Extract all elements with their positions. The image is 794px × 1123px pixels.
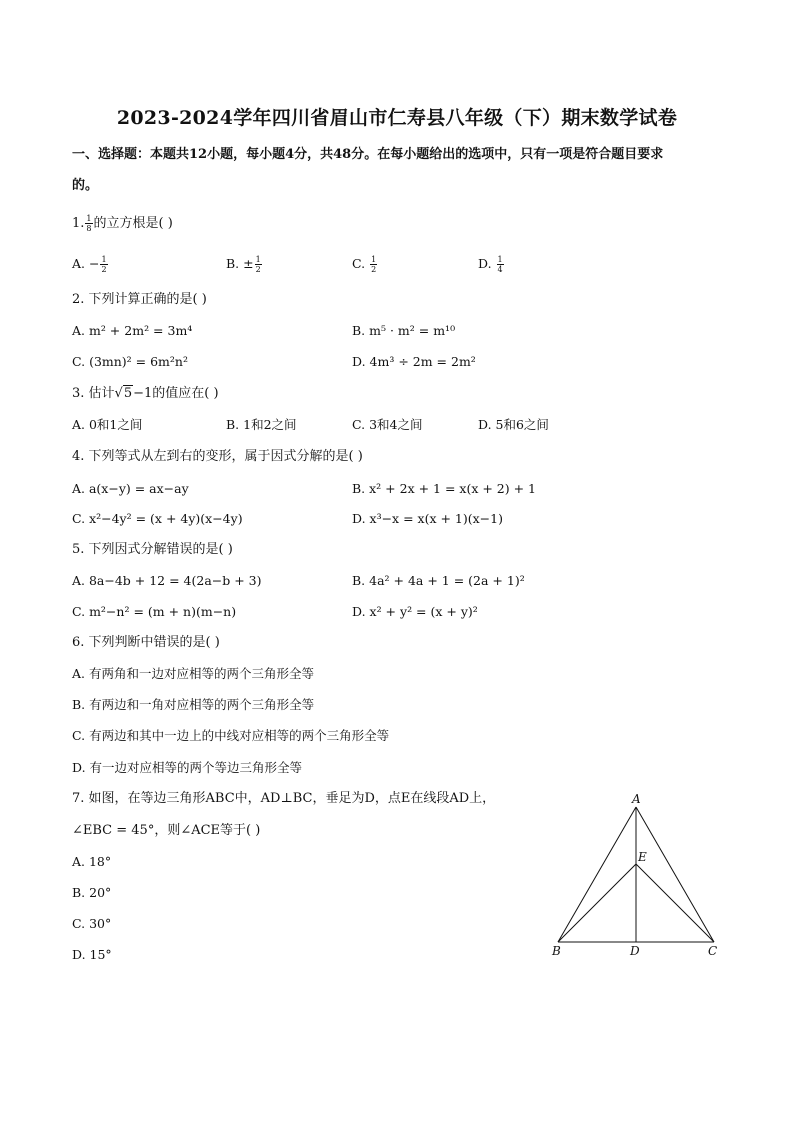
q5-option-c: C. m²−n² = (m + n)(m−n) (72, 604, 237, 619)
q5-option-a: A. 8a−4b + 12 = 4(2a−b + 3) (72, 573, 262, 588)
option-label: B. ± (226, 256, 254, 271)
question-text: 的立方根是( ) (93, 216, 173, 231)
page-title: 2023-2024学年四川省眉山市仁寿县八年级（下）期末数学试卷 (116, 107, 678, 129)
fraction (100, 255, 107, 274)
q1-option-a (72, 255, 109, 274)
q2-option-b: B. m⁵ · m² = m¹⁰ (352, 323, 456, 338)
question-text: −1的值应在( ) (133, 386, 219, 401)
segment-be (558, 864, 636, 942)
q7-option-d: D. 15° (72, 947, 112, 962)
side-ab (558, 807, 636, 942)
question-6-stem: 6. 下列判断中错误的是( ) (72, 635, 220, 650)
frac-den: 2 (255, 265, 261, 274)
q7-option-b: B. 20° (72, 885, 112, 900)
question-7-stem-cont: ∠EBC = 45°，则∠ACE等于( ) (72, 823, 261, 838)
question-3-stem (72, 385, 219, 403)
q5-option-d: D. x² + y² = (x + y)² (352, 604, 478, 619)
q2-option-a: A. m² + 2m² = 3m⁴ (72, 323, 193, 338)
label-d: D (630, 944, 640, 958)
question-5-stem: 5. 下列因式分解错误的是( ) (72, 542, 233, 557)
question-7-stem: 7. 如图，在等边三角形ABC中，AD⊥BC，垂足为D，点E在线段AD上， (72, 791, 496, 806)
q1-option-c (352, 255, 378, 274)
section-instructions-end: 的。 (72, 178, 99, 193)
frac-den: 8 (86, 224, 92, 233)
frac-num: 1 (371, 255, 377, 264)
label-c: C (708, 944, 718, 958)
sqrt-sign: √ (114, 386, 123, 401)
option-label: C. (352, 256, 370, 271)
section-instructions: 一、选择题：本题共12小题，每小题4分，共48分。在每小题给出的选项中，只有一项是符合题目要求 (72, 147, 664, 162)
question-2-stem: 2. 下列计算正确的是( ) (72, 292, 207, 307)
q6-option-c: C. 有两边和其中一边上的中线对应相等的两个三角形全等 (72, 728, 390, 743)
frac-den: 2 (101, 265, 107, 274)
q6-option-d: D. 有一边对应相等的两个等边三角形全等 (72, 760, 303, 775)
q4-option-c: C. x²−4y² = (x + 4y)(x−4y) (72, 511, 243, 526)
q4-option-a: A. a(x−y) = ax−ay (72, 481, 189, 496)
sqrt-radicand: 5 (123, 386, 133, 401)
q2-option-d: D. 4m³ ÷ 2m = 2m² (352, 354, 476, 369)
fraction (255, 255, 262, 274)
fraction (497, 255, 504, 274)
triangle-figure (540, 785, 740, 965)
option-label: D. (478, 256, 496, 271)
question-1-stem (72, 214, 173, 233)
frac-den: 4 (497, 265, 503, 274)
q3-option-b: B. 1和2之间 (226, 417, 297, 432)
q4-option-d: D. x³−x = x(x + 1)(x−1) (352, 511, 503, 526)
segment-ce (636, 864, 714, 942)
label-a: A (632, 792, 641, 806)
q7-option-a: A. 18° (72, 854, 112, 869)
frac-num: 1 (101, 255, 107, 264)
q3-option-a: A. 0和1之间 (72, 417, 143, 432)
fraction (85, 214, 92, 233)
label-e: E (638, 850, 647, 864)
q3-option-d: D. 5和6之间 (478, 417, 549, 432)
frac-num: 1 (255, 255, 261, 264)
option-label: A. − (72, 256, 100, 271)
q6-option-a: A. 有两角和一边对应相等的两个三角形全等 (72, 666, 314, 681)
question-text: 3. 估计 (72, 386, 115, 401)
q1-option-b (226, 255, 263, 274)
section-heading (72, 146, 663, 164)
frac-num: 1 (497, 255, 503, 264)
q1-option-d (478, 255, 505, 274)
q5-option-b: B. 4a² + 4a + 1 = (2a + 1)² (352, 573, 525, 588)
q7-option-c: C. 30° (72, 916, 112, 931)
question-4-stem: 4. 下列等式从左到右的变形，属于因式分解的是( ) (72, 449, 363, 464)
label-b: B (552, 944, 561, 958)
side-ac (636, 807, 714, 942)
q6-option-b: B. 有两边和一角对应相等的两个三角形全等 (72, 697, 315, 712)
frac-num: 1 (86, 214, 92, 223)
q3-option-c: C. 3和4之间 (352, 417, 423, 432)
frac-den: 2 (371, 265, 377, 274)
fraction (370, 255, 377, 274)
section-heading-cont (72, 177, 98, 195)
q4-option-b: B. x² + 2x + 1 = x(x + 2) + 1 (352, 481, 537, 496)
q2-option-c: C. (3mn)² = 6m²n² (72, 354, 188, 369)
question-number: 1. (72, 216, 85, 231)
